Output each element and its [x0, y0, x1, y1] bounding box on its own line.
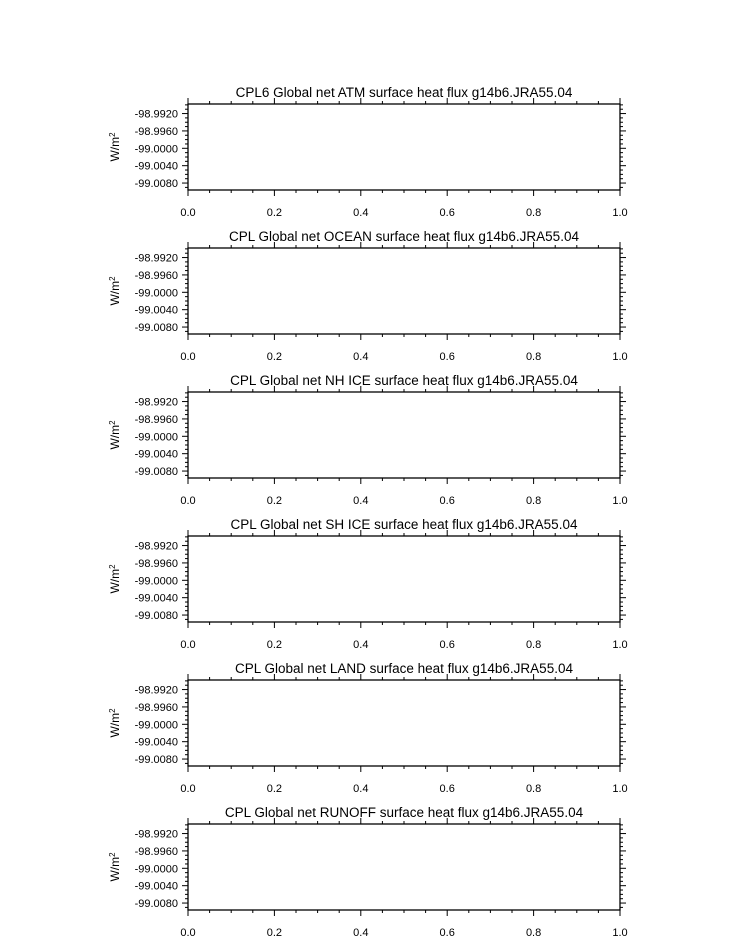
- y-tick-label: -99.0000: [134, 575, 178, 588]
- y-tick-label: -99.0080: [134, 754, 178, 767]
- panel-3: [108, 517, 628, 651]
- y-tick-label: -99.0000: [134, 431, 178, 444]
- x-tick-label: 0.0: [180, 639, 196, 651]
- x-tick-label: 0.6: [439, 783, 455, 795]
- y-tick-label: -98.9920: [134, 828, 178, 841]
- y-tick-label: -99.0080: [134, 178, 178, 191]
- y-tick-label: -98.9920: [134, 540, 178, 553]
- x-tick-label: 0.8: [525, 927, 542, 939]
- y-tick-label: -98.9960: [134, 125, 178, 138]
- x-tick-label: 1.0: [612, 495, 628, 507]
- x-tick-label: 1.0: [612, 207, 628, 219]
- x-tick-label: 1.0: [612, 351, 628, 363]
- x-tick-label: 0.6: [439, 351, 455, 363]
- y-axis-label-superscript: 2: [107, 852, 117, 857]
- y-tick-label: -99.0080: [134, 610, 178, 623]
- y-tick-label: -99.0040: [134, 880, 178, 893]
- x-tick-label: 0.2: [266, 351, 283, 363]
- y-tick-label: -99.0000: [134, 287, 178, 300]
- chart-title: CPL Global net RUNOFF surface heat flux g14b6.JRA55.04: [224, 805, 584, 820]
- x-tick-label: 0.2: [266, 639, 283, 651]
- chart-title: CPL Global net LAND surface heat flux g14b6.JRA55.04: [235, 661, 573, 676]
- y-tick-label: -98.9960: [134, 413, 178, 426]
- panel-5: [108, 805, 628, 939]
- y-tick-label: -98.9960: [134, 557, 178, 570]
- y-axis-label-unit: W/m: [108, 712, 122, 738]
- x-tick-label: 1.0: [612, 927, 628, 939]
- panel-1: [108, 229, 628, 363]
- y-tick-label: -99.0080: [134, 466, 178, 479]
- panel-2: [108, 373, 628, 507]
- y-tick-label: -99.0040: [134, 736, 178, 749]
- x-tick-label: 0.6: [439, 207, 455, 219]
- x-tick-label: 0.4: [353, 783, 369, 795]
- y-tick-label: -98.9920: [134, 684, 178, 697]
- x-tick-label: 0.8: [525, 495, 542, 507]
- y-tick-label: -99.0000: [134, 143, 178, 156]
- chart-title: CPL6 Global net ATM surface heat flux g14b6.JRA55.04: [235, 85, 573, 100]
- y-tick-label: -98.9920: [134, 252, 178, 265]
- y-axis-label: [108, 276, 123, 306]
- x-tick-label: 0.6: [439, 495, 455, 507]
- y-axis-label-unit: W/m: [108, 280, 122, 306]
- x-tick-label: 0.6: [439, 927, 455, 939]
- y-tick-label: -99.0080: [134, 898, 178, 911]
- y-tick-label: -98.9960: [134, 269, 178, 282]
- y-tick-label: -99.0040: [134, 304, 178, 317]
- plot-frame: [188, 824, 620, 910]
- x-tick-label: 0.2: [266, 927, 283, 939]
- y-axis-label-superscript: 2: [107, 708, 117, 713]
- y-axis-label-superscript: 2: [107, 276, 117, 281]
- y-tick-label: -98.9960: [134, 845, 178, 858]
- y-axis-label-superscript: 2: [107, 564, 117, 569]
- plot-frame: [188, 536, 620, 622]
- plot-frame: [188, 392, 620, 478]
- x-tick-label: 0.8: [525, 207, 542, 219]
- y-axis-label: [108, 420, 123, 450]
- x-tick-label: 0.2: [266, 207, 283, 219]
- y-tick-label: -99.0080: [134, 322, 178, 335]
- x-tick-label: 0.8: [525, 351, 542, 363]
- y-tick-label: -98.9920: [134, 396, 178, 409]
- chart-title: CPL Global net NH ICE surface heat flux g14b6.JRA55.04: [230, 373, 578, 388]
- chart-title: CPL Global net OCEAN surface heat flux g14b6.JRA55.04: [229, 229, 579, 244]
- y-axis-label-unit: W/m: [108, 136, 122, 162]
- x-tick-label: 0.4: [353, 495, 369, 507]
- y-axis-label: [108, 564, 123, 594]
- x-tick-label: 0.6: [439, 639, 455, 651]
- x-tick-label: 1.0: [612, 783, 628, 795]
- y-tick-label: -99.0040: [134, 448, 178, 461]
- y-axis-label-unit: W/m: [108, 424, 122, 450]
- y-tick-label: -99.0000: [134, 719, 178, 732]
- x-tick-label: 0.2: [266, 495, 283, 507]
- y-tick-label: -98.9920: [134, 108, 178, 121]
- y-axis-label-unit: W/m: [108, 568, 122, 594]
- y-axis-label-superscript: 2: [107, 420, 117, 425]
- y-tick-label: -99.0040: [134, 592, 178, 605]
- y-axis-label: [108, 852, 123, 882]
- x-tick-label: 0.0: [180, 207, 196, 219]
- chart-title: CPL Global net SH ICE surface heat flux g14b6.JRA55.04: [230, 517, 578, 532]
- x-tick-label: 0.8: [525, 783, 542, 795]
- x-tick-label: 0.4: [353, 207, 369, 219]
- x-tick-label: 0.0: [180, 351, 196, 363]
- y-tick-label: -98.9960: [134, 701, 178, 714]
- y-axis-label-superscript: 2: [107, 132, 117, 137]
- y-tick-label: -99.0000: [134, 863, 178, 876]
- plot-frame: [188, 680, 620, 766]
- x-tick-label: 0.8: [525, 639, 542, 651]
- plot-frame: [188, 104, 620, 190]
- panel-0: [108, 85, 628, 219]
- y-tick-label: -99.0040: [134, 160, 178, 173]
- x-tick-label: 0.0: [180, 495, 196, 507]
- x-tick-label: 0.0: [180, 927, 196, 939]
- x-tick-label: 0.0: [180, 783, 196, 795]
- y-axis-label: [108, 708, 123, 738]
- x-tick-label: 0.4: [353, 639, 369, 651]
- x-tick-label: 0.4: [353, 927, 369, 939]
- x-tick-label: 0.4: [353, 351, 369, 363]
- x-tick-label: 0.2: [266, 783, 283, 795]
- y-axis-label-unit: W/m: [108, 856, 122, 882]
- y-axis-label: [108, 132, 123, 162]
- panel-4: [108, 661, 628, 795]
- x-tick-label: 1.0: [612, 639, 628, 651]
- plot-frame: [188, 248, 620, 334]
